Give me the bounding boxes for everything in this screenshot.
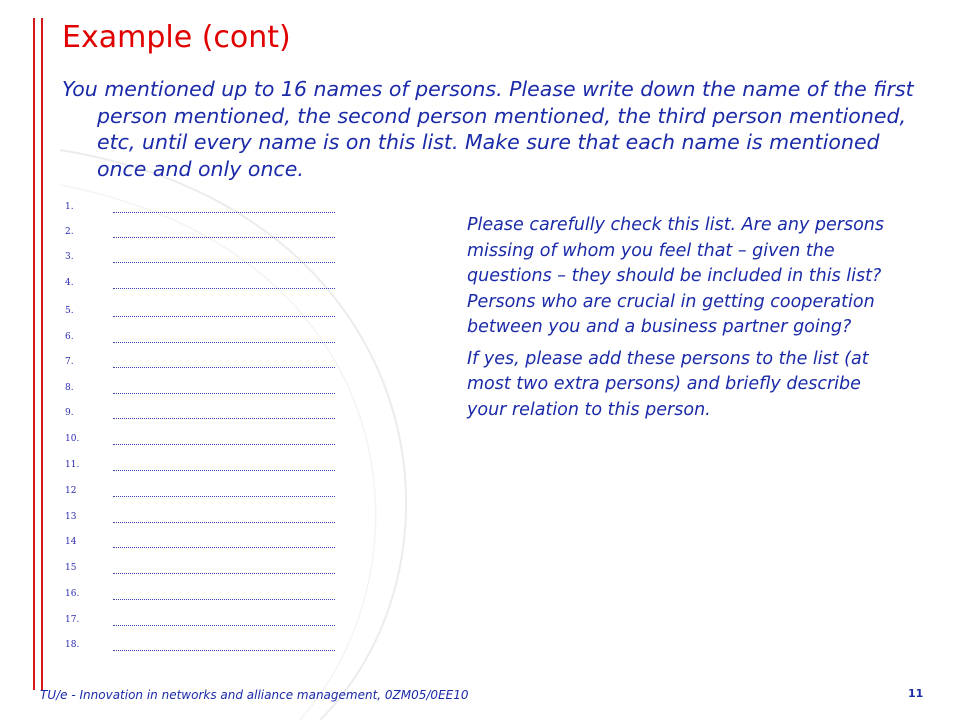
list-item (65, 227, 337, 241)
list-item (65, 408, 337, 422)
list-item (65, 202, 337, 216)
list-item (65, 306, 337, 320)
list-item-number: 9. (65, 408, 74, 418)
intro-instructions: You mentioned up to 16 names of persons. Please write down the name of the first person mentioned, the second person mentioned, the third person mentioned, etc, until every name is on this list. Make sure that each name is mentioned once and only once. (62, 77, 914, 181)
page-number: 11 (908, 687, 924, 700)
check-list-paragraph: Please carefully check this list. Are any persons missing of whom you feel that – given the questions – they should be included in this list? Persons who are crucial in getting cooperation between you and a business partner going? (467, 215, 885, 337)
list-item-blank-line (113, 547, 335, 548)
list-item (65, 512, 337, 526)
list-item (65, 460, 337, 474)
list-item-number: 15 (65, 563, 77, 573)
list-item-number: 16. (65, 589, 80, 599)
list-item-number: 2. (65, 227, 74, 237)
list-item-number: 17. (65, 615, 80, 625)
list-item (65, 252, 337, 266)
list-item-number: 6. (65, 332, 74, 342)
list-item (65, 537, 337, 551)
list-item (65, 589, 337, 603)
list-item-blank-line (113, 418, 335, 419)
list-item-blank-line (113, 237, 335, 238)
list-item-blank-line (113, 342, 335, 343)
list-item (65, 563, 337, 577)
list-item-number: 4. (65, 278, 74, 288)
list-item-number: 11. (65, 460, 80, 470)
list-item (65, 278, 337, 292)
footer-course-info: TU/e - Innovation in networks and alliance management, 0ZM05/0EE10 (40, 688, 469, 702)
list-item-blank-line (113, 393, 335, 394)
list-item-number: 8. (65, 383, 74, 393)
name-list (65, 0, 340, 720)
list-item-number: 3. (65, 252, 74, 262)
list-item-number: 14 (65, 537, 77, 547)
list-item-blank-line (113, 444, 335, 445)
list-item (65, 434, 337, 448)
list-item (65, 486, 337, 500)
slide-title: Example (cont) (62, 20, 291, 55)
list-item-blank-line (113, 650, 335, 651)
list-item-blank-line (113, 496, 335, 497)
list-item-number: 13 (65, 512, 77, 522)
list-item-blank-line (113, 599, 335, 600)
list-item-blank-line (113, 625, 335, 626)
list-item (65, 332, 337, 346)
list-item (65, 640, 337, 654)
list-item-number: 1. (65, 202, 74, 212)
list-item (65, 383, 337, 397)
list-item-blank-line (113, 573, 335, 574)
add-persons-paragraph: If yes, please add these persons to the list (at most two extra persons) and briefly describe your relation to this person. (467, 348, 869, 420)
list-item-blank-line (113, 470, 335, 471)
list-item-number: 12 (65, 486, 77, 496)
list-item-number: 10. (65, 434, 80, 444)
list-item (65, 357, 337, 371)
list-item (65, 615, 337, 629)
list-item-number: 7. (65, 357, 74, 367)
list-item-blank-line (113, 522, 335, 523)
list-item-blank-line (113, 288, 335, 289)
list-item-blank-line (113, 262, 335, 263)
side-instructions (467, 213, 897, 429)
list-item-number: 5. (65, 306, 74, 316)
list-item-blank-line (113, 367, 335, 368)
list-item-number: 18. (65, 640, 80, 650)
list-item-blank-line (113, 316, 335, 317)
list-item-blank-line (113, 212, 335, 213)
